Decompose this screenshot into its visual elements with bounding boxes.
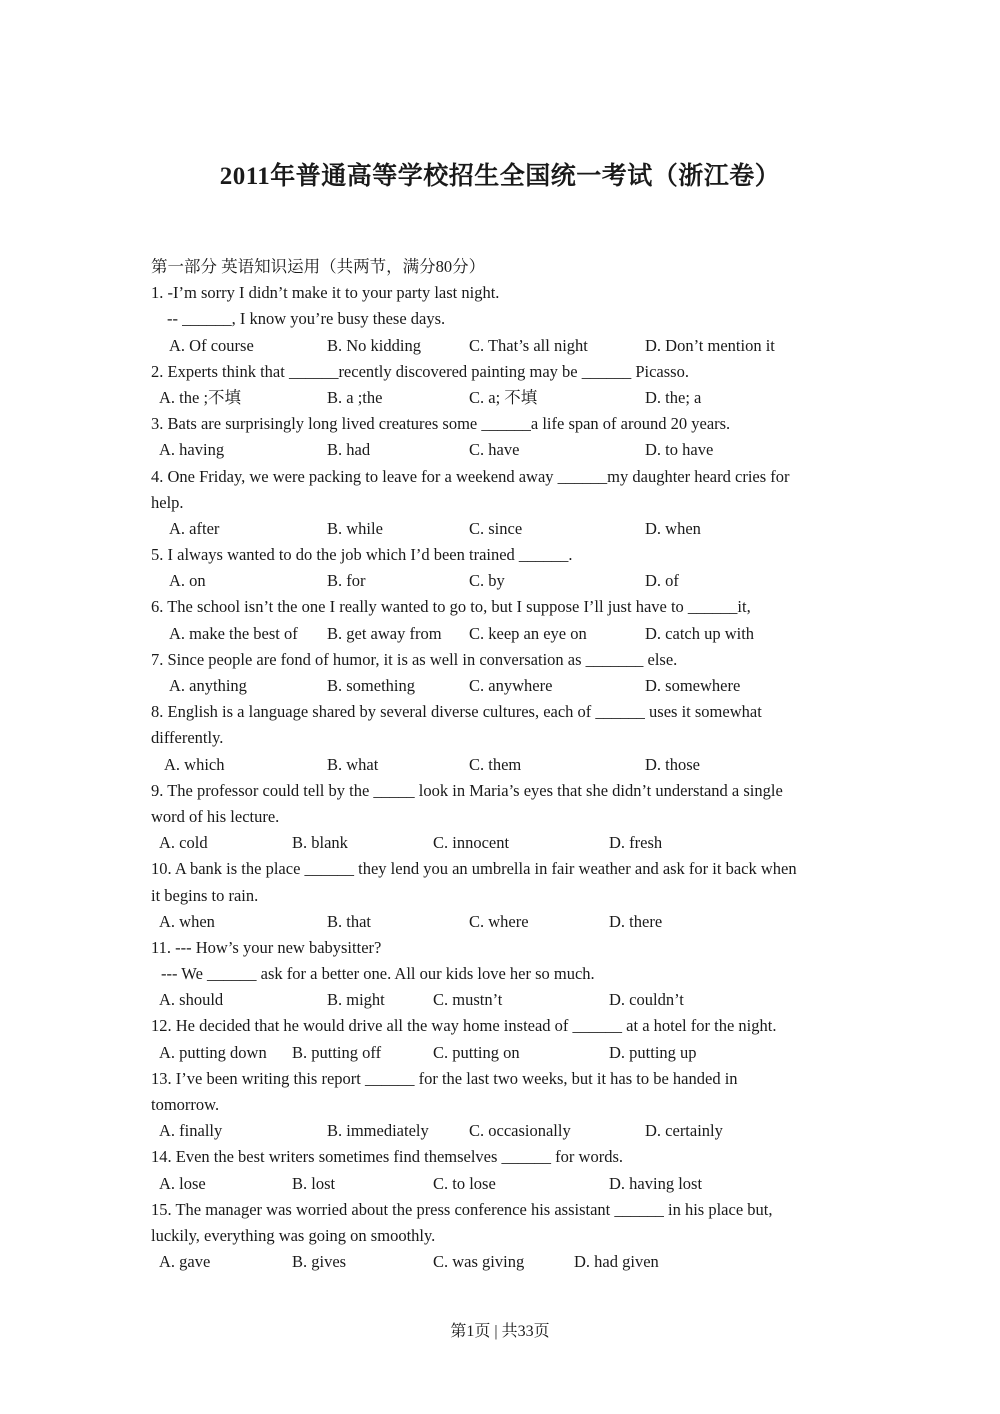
question-15-stem: 15. The manager was worried about the press conference his assistant ______ in his place but,: [151, 1199, 773, 1219]
question-10-option-b: B. that: [327, 911, 371, 931]
question-2-option-d: D. the; a: [645, 387, 702, 407]
question-10-option-d: D. there: [609, 911, 663, 931]
question-6-stem: 6. The school isn’t the one I really wanted to go to, but I suppose I’ll just have to ______it,: [151, 597, 751, 617]
question-5-option-d: D. of: [645, 571, 679, 591]
question-12-option-c: C. putting on: [433, 1042, 520, 1062]
section-heading: 第一部分 英语知识运用（共两节，满分80分）: [151, 257, 486, 276]
question-15-option-d: D. had given: [574, 1252, 659, 1272]
question-2-option-a: A. the ;不填: [159, 387, 242, 407]
question-15-stem: luckily, everything was going on smoothly.: [151, 1225, 436, 1245]
question-7-option-d: D. somewhere: [645, 676, 741, 695]
question-6-option-a: A. make the best of: [169, 623, 298, 643]
question-11-stem: --- We ______ ask for a better one. All our kids love her so much.: [161, 964, 595, 984]
question-10-stem: it begins to rain.: [151, 885, 259, 905]
question-10-stem: 10. A bank is the place ______ they lend you an umbrella in fair weather and ask for it back when: [151, 859, 797, 879]
question-2-options: [151, 385, 851, 411]
question-6-option-b: B. get away from: [327, 623, 442, 643]
question-4-option-a: A. after: [169, 518, 220, 538]
question-14-options: [151, 1171, 851, 1197]
question-12-option-a: A. putting down: [159, 1042, 267, 1062]
question-5-option-c: C. by: [469, 571, 505, 591]
question-9-option-c: C. innocent: [433, 833, 510, 853]
question-15-option-c: C. was giving: [433, 1252, 525, 1272]
page-title: 2011年普通高等学校招生全国统一考试（浙江卷）: [219, 163, 781, 190]
question-8-option-c: C. them: [469, 754, 522, 774]
question-14-option-b: B. lost: [292, 1173, 336, 1193]
question-7-option-b: B. something: [327, 676, 416, 695]
question-14-option-a: A. lose: [159, 1173, 206, 1193]
question-7-option-a: A. anything: [169, 676, 247, 695]
question-7-stem: 7. Since people are fond of humor, it is as well in conversation as _______ else.: [151, 649, 678, 669]
question-14-stem: 14. Even the best writers sometimes find themselves ______ for words.: [151, 1147, 623, 1167]
question-12-option-b: B. putting off: [292, 1042, 382, 1062]
question-5-options: [151, 568, 851, 594]
question-11-stem: 11. --- How’s your new babysitter?: [151, 937, 382, 957]
question-5-option-b: B. for: [327, 571, 366, 591]
question-3-options: [151, 437, 851, 463]
question-3-option-b: B. had: [327, 440, 371, 460]
question-12-stem: 12. He decided that he would drive all the way home instead of ______ at a hotel for the night.: [151, 1016, 777, 1036]
question-3-option-d: D. to have: [645, 440, 714, 460]
question-12-option-d: D. putting up: [609, 1042, 697, 1062]
question-5-stem: 5. I always wanted to do the job which I’d been trained ______.: [151, 545, 573, 565]
question-14-option-c: C. to lose: [433, 1173, 496, 1193]
question-9-stem: 9. The professor could tell by the _____ look in Maria’s eyes that she didn’t understand a single: [151, 780, 783, 800]
question-10-option-c: C. where: [469, 911, 529, 931]
question-14-option-d: D. having lost: [609, 1173, 703, 1193]
question-9-option-b: B. blank: [292, 833, 348, 853]
question-10-options: [151, 909, 851, 935]
question-15-options: [151, 1249, 851, 1275]
question-1-option-c: C. That’s all night: [469, 335, 588, 355]
question-3-option-c: C. have: [469, 440, 520, 460]
question-3-option-a: A. having: [159, 440, 225, 460]
question-4-stem: 4. One Friday, we were packing to leave for a weekend away ______my daughter heard cries for: [151, 466, 790, 486]
question-list: [151, 254, 851, 1275]
question-9-option-a: A. cold: [159, 833, 208, 853]
question-10-option-a: A. when: [159, 911, 215, 931]
question-6-option-c: C. keep an eye on: [469, 623, 587, 643]
question-11-option-a: A. should: [159, 990, 224, 1010]
question-8-stem: differently.: [151, 728, 224, 748]
question-7-options: [151, 673, 851, 699]
question-1-option-b: B. No kidding: [327, 335, 421, 355]
question-5-option-a: A. on: [169, 571, 206, 591]
question-13-options: [151, 1118, 851, 1144]
question-13-option-c: C. occasionally: [469, 1121, 571, 1141]
question-11-options: [151, 987, 851, 1013]
question-7-option-c: C. anywhere: [469, 676, 553, 695]
question-12-options: [151, 1040, 851, 1066]
question-8-option-d: D. those: [645, 754, 700, 774]
question-4-option-b: B. while: [327, 518, 383, 538]
question-8-option-b: B. what: [327, 754, 379, 774]
question-13-stem: tomorrow.: [151, 1095, 220, 1114]
question-13-option-d: D. certainly: [645, 1121, 723, 1141]
question-1-stem: 1. -I’m sorry I didn’t make it to your party last night.: [151, 283, 500, 303]
question-9-option-d: D. fresh: [609, 833, 663, 853]
question-8-stem: 8. English is a language shared by several diverse cultures, each of ______ uses it somewhat: [151, 702, 762, 722]
question-1-option-a: A. Of course: [169, 335, 254, 355]
question-9-stem: word of his lecture.: [151, 806, 280, 826]
question-11-option-b: B. might: [327, 990, 385, 1010]
question-1-stem: -- ______, I know you’re busy these days.: [167, 309, 446, 329]
question-6-options: [151, 621, 851, 647]
question-8-option-a: A. which: [164, 754, 225, 774]
question-2-stem: 2. Experts think that ______recently discovered painting may be ______ Picasso.: [151, 361, 689, 381]
question-3-stem: 3. Bats are surprisingly long lived creatures some ______a life span of around 20 years.: [151, 414, 731, 434]
question-6-option-d: D. catch up with: [645, 623, 755, 643]
question-4-option-d: D. when: [645, 518, 701, 538]
question-2-option-c: C. a; 不填: [469, 387, 538, 407]
question-4-options: [151, 516, 851, 542]
question-11-option-d: D. couldn’t: [609, 990, 684, 1010]
question-9-options: [151, 830, 851, 856]
question-2-option-b: B. a ;the: [327, 387, 383, 407]
question-11-option-c: C. mustn’t: [433, 990, 503, 1010]
question-4-stem: help.: [151, 492, 184, 512]
question-15-option-b: B. gives: [292, 1252, 347, 1272]
question-13-stem: 13. I’ve been writing this report ______ for the last two weeks, but it has to be handed in: [151, 1068, 738, 1088]
question-4-option-c: C. since: [469, 518, 523, 538]
question-8-options: [151, 752, 851, 778]
question-13-option-a: A. finally: [159, 1121, 223, 1141]
question-15-option-a: A. gave: [159, 1252, 211, 1272]
page-footer: 第1页 | 共33页: [450, 1323, 550, 1340]
question-1-option-d: D. Don’t mention it: [645, 335, 775, 355]
question-13-option-b: B. immediately: [327, 1121, 429, 1141]
question-1-options: [151, 333, 851, 359]
